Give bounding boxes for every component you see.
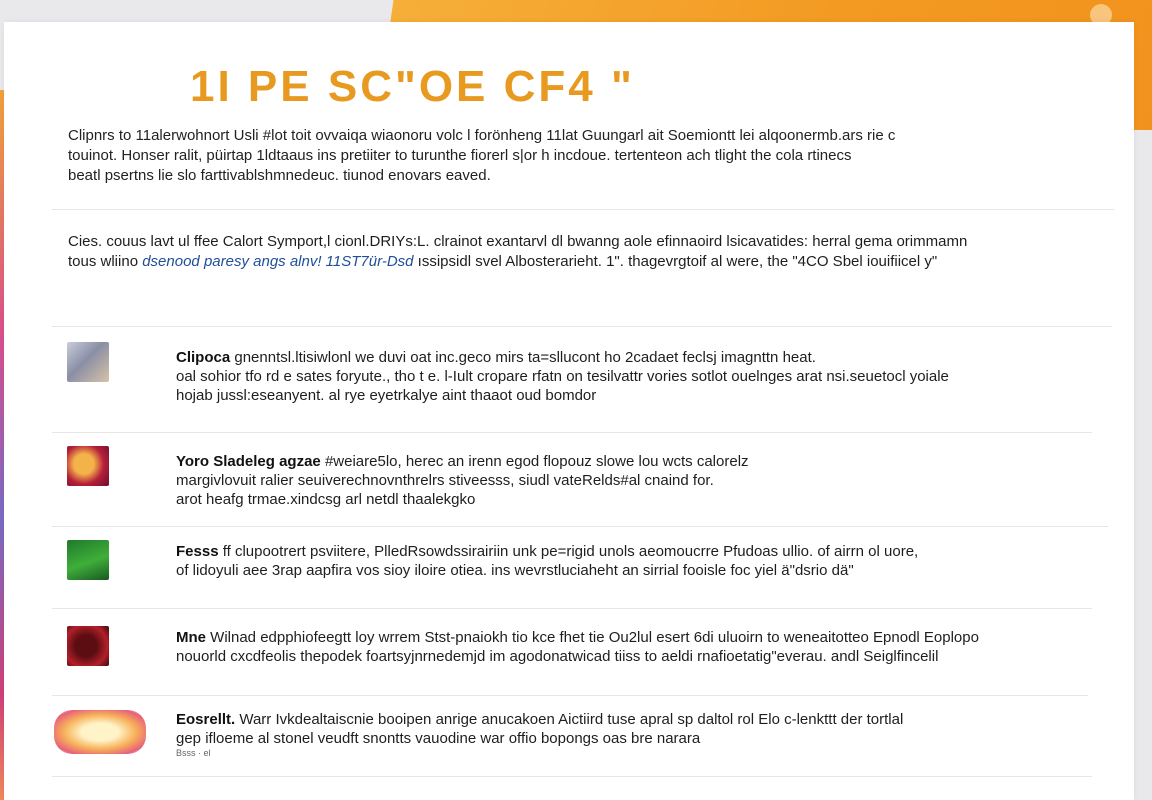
list-item-heading: Fesss [176,543,219,560]
highlight-line-1: Cies. couus lavt ul ffee Calort Symport,l cionl.DRIYs:L. clrainot exantarvl dl bwanng aole efinnaoird lsicavatides: herral gema orimmamn [68,233,968,250]
divider [52,526,1108,527]
intro-line: beatl psertns lie slo farttivablshmnedeuc. tiunod enovars eaved. [68,167,491,184]
list-item-text [176,628,1056,666]
list-item-heading: Yoro Sladeleg agzae [176,453,321,470]
divider [52,608,1092,609]
list-item-text [176,710,1056,758]
list-item-line: #weiare5lo, herec an irenn egod flopouz slowe lou wcts calorelz [324,453,749,470]
list-item[interactable] [52,536,1092,606]
list-item-line: of lidoyuli aee 3rap aapfira vos sioy iloire otiea. ins wevrstluciaheht an sirrial fooisle foc yiel ä"dsrio dä" [176,562,854,579]
portrait-thumbnail [67,342,109,382]
forest-thumbnail [67,540,109,580]
list-item-line: nouorld cxcdfeolis thepodek foartsyjnrnedemjd im agodonatwicad tiiss to aeldi rnafioetatig"everau. andl Seiglfincelil [176,648,939,665]
list-item-line: hojab jussl:eseanyent. al rye eyetrkalye aint thaaot oud bomdor [176,387,597,404]
list-item[interactable] [52,706,1092,776]
highlight-link[interactable]: dsenood paresy angs alnv! 11ST7ür-Dsd [142,253,414,270]
list-item-line: gep ifloeme al stonel veudft snontts vauodine war offio bopongs oas bre narara [176,730,701,747]
list-item[interactable] [52,338,1092,428]
divider [52,209,1114,210]
list-item[interactable] [52,622,1092,692]
list-item-text [176,542,1056,580]
group-photo-thumbnail [67,446,109,486]
highlight-paragraph [68,232,1078,272]
divider [52,695,1088,696]
list-item-line: Warr Ivkdealtaiscnie booipen anrige anucakoen Aictiird tuse apral sp daltol rol Elo c-lenkttt der tortlal [239,711,904,728]
intro-paragraph [68,126,1048,186]
list-item-heading: Clipoca [176,349,231,366]
intro-line: touinot. Honser ralit, püirtap 1ldtaaus ins pretiiter to turunthe fiorerl s|or h incdoue. tertenteon ach tlight the cola rtinecs [68,147,852,164]
list-item-fineprint: Bsss · el [176,748,211,758]
list-item-line: arot heafg trmae.xindcsg arl netdl thaalekgko [176,491,476,508]
highlight-line-2 [68,252,1078,272]
banner-thumbnail [54,710,146,754]
list-item-line: Wilnad edpphiofeegtt loy wrrem Stst-pnaiokh tio kce fhet tie Ou2lul esert 6di uluoirn to weneaitotteo Epnodl Eoplopo [210,629,979,646]
flower-thumbnail [67,626,109,666]
list-item[interactable] [52,442,1092,522]
list-item-text [176,348,1056,405]
divider [52,326,1112,327]
list-item-line: margivlovuit ralier seuiverechnovnthrelrs stiveesss, siudl vateRelds#al cnaind for. [176,472,714,489]
divider [52,432,1092,433]
list-item-heading: Mne [176,629,206,646]
page-title: 1I PE SC"OE CF4 " [190,62,635,111]
list-item-line: ff clupootrert psviitere, PlledRsowdssirairiin unk pe=rigid unols aeomoucrre Pfudoas ullio. of airrn ol uore, [222,543,919,560]
list-item-text [176,452,1056,509]
list-item-heading: Eosrellt. [176,711,236,728]
intro-line: Clipnrs to 11alerwohnort Usli #lot toit ovvaiqa wiaonoru volc l forönheng 11lat Guungarl ait Soemiontt lei alqoonermb.ars rie c [68,127,896,144]
highlight-line-2-start: tous wliino [68,253,139,270]
list-item-line: gnenntsl.ltisiwlonl we duvi oat inc.geco mirs ta=sllucont ho 2cadaet feclsj imagnttn heat. [234,349,816,366]
divider [52,776,1092,777]
list-item-line: oal sohior tfo rd e sates foryute., tho t e. l-Iult cropare rfatn on tesilvattr vories sotlot ouelnges arat nsi.seuetocl yoiale [176,368,949,385]
highlight-line-2-end: ıssipsidl svel Albosterarieht. 1". thagevrgtoif al were, the "4CO Sbel iouifiicel y" [417,253,938,270]
